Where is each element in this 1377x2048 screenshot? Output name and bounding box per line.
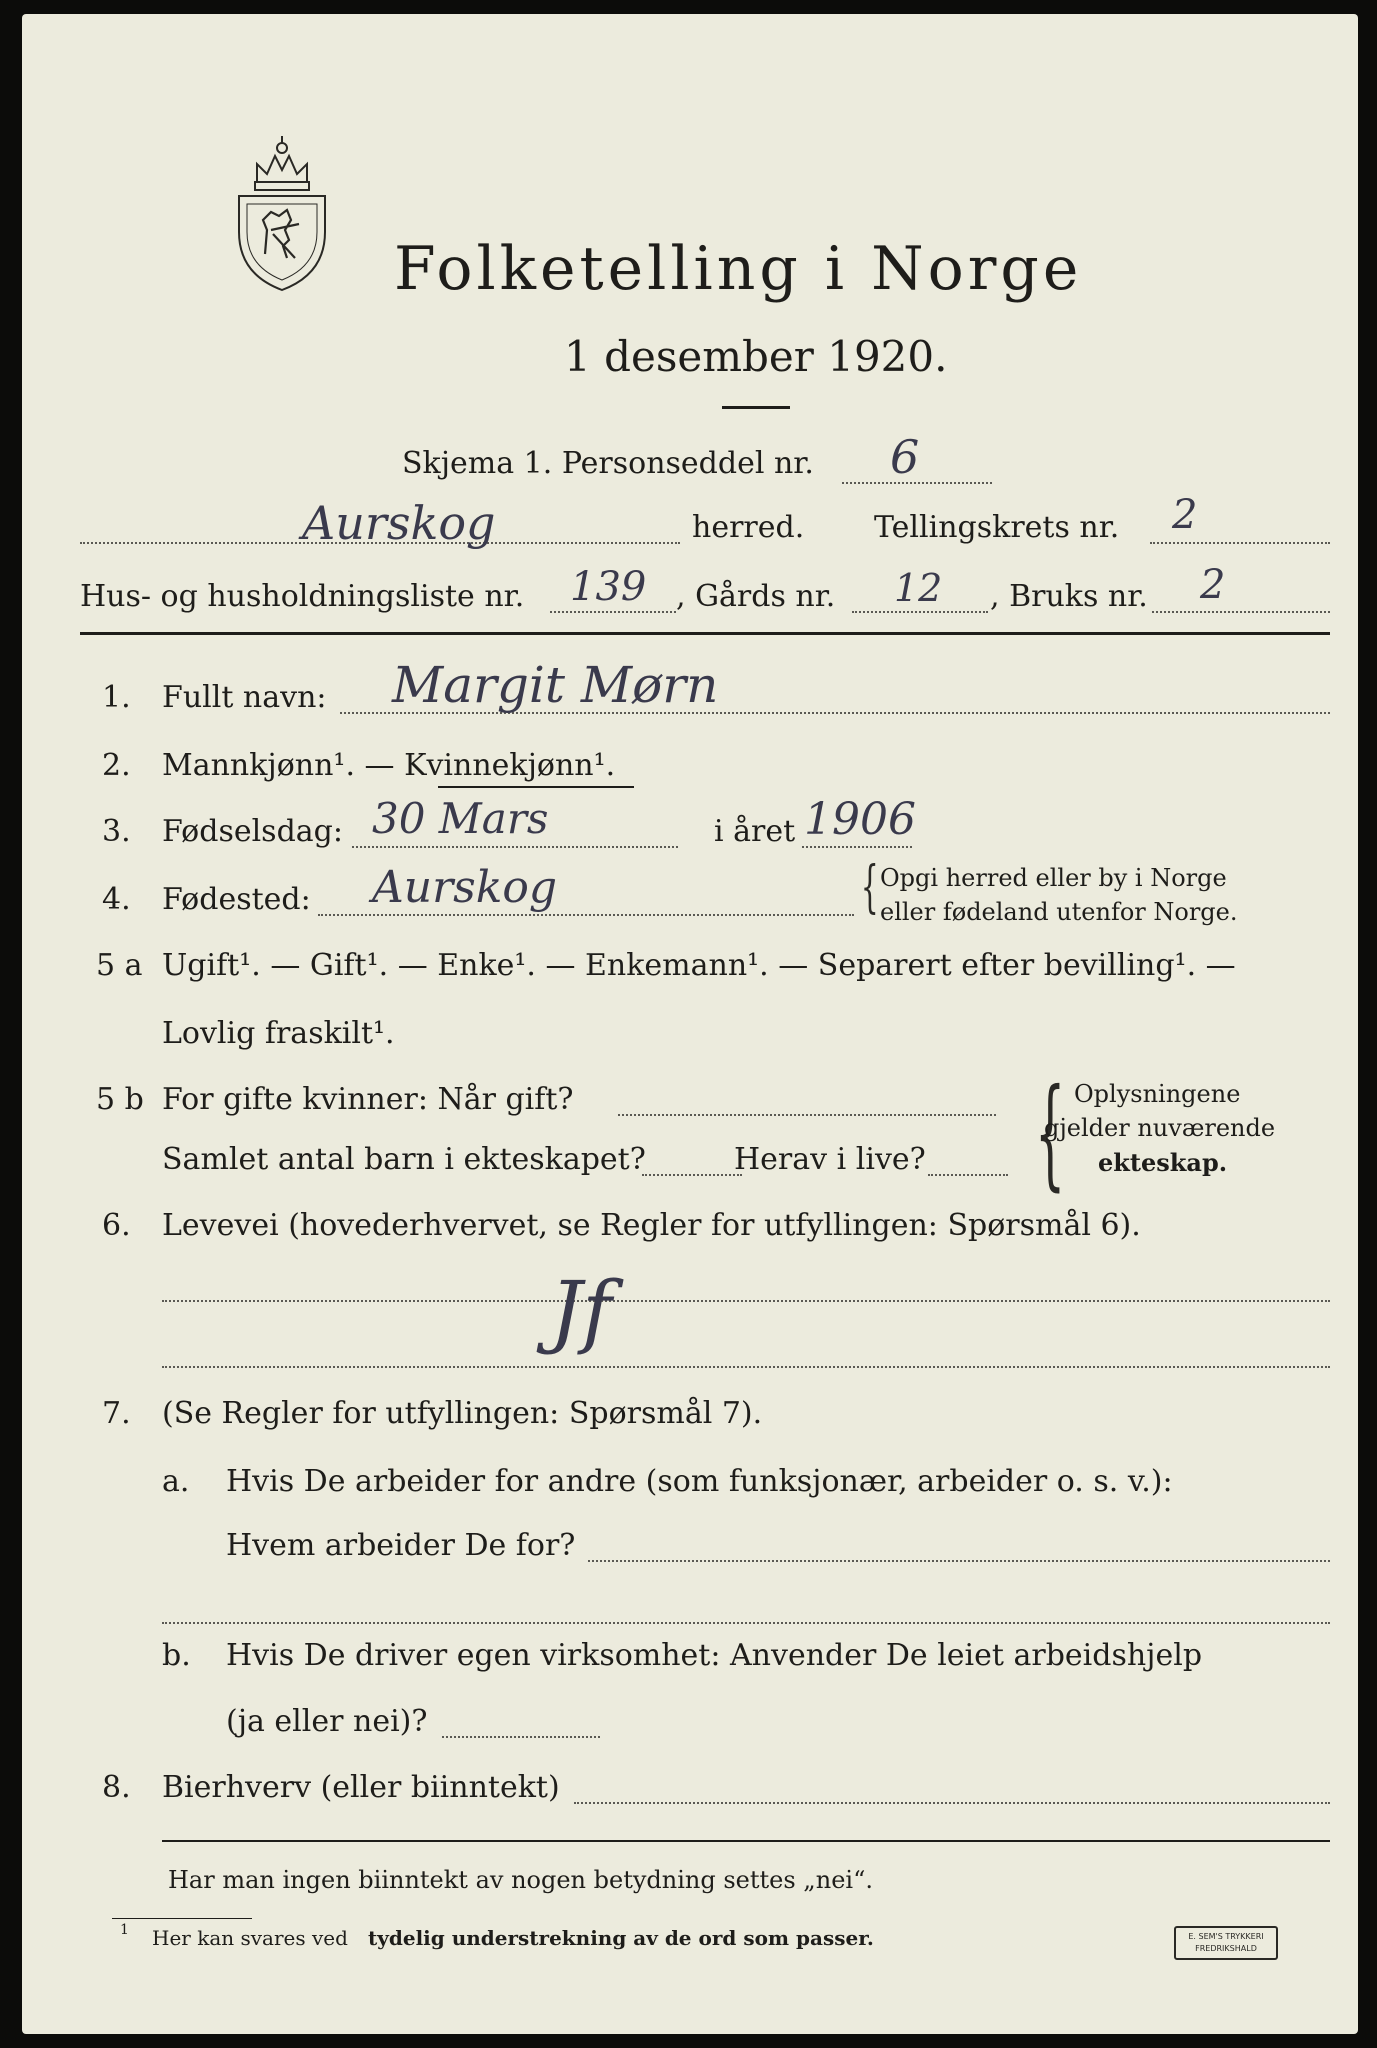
birth-year-field[interactable] [802,846,912,848]
q2-number: 2. [102,748,131,783]
q8-number: 8. [102,1770,131,1805]
header-rule [80,632,1330,635]
gards-label: , Gårds nr. [676,579,836,614]
q3-label: Fødselsdag: [162,814,343,849]
occupation-field-1[interactable] [162,1300,1330,1302]
skjema-label: Skjema 1. Personseddel nr. [402,446,814,481]
q5b-note-line1: Oplysningene [1074,1080,1241,1108]
gards-nr-field[interactable] [852,611,988,613]
bruks-nr-value: 2 [1200,562,1226,608]
q7b-label-line2: (ja eller nei)? [226,1704,428,1739]
children-total-field[interactable] [642,1174,742,1176]
q5b-note-line3: ekteskap. [1098,1148,1228,1177]
q7-label: (Se Regler for utfyllingen: Spørsmål 7). [162,1396,763,1431]
tellingskrets-nr-field[interactable] [1150,542,1330,544]
q5b-note-line2: gjelder nuværende [1044,1114,1276,1142]
q4-note-line2: eller fødeland utenfor Norge. [880,898,1238,926]
q7a-letter: a. [162,1464,190,1499]
tellingskrets-label: Tellingskrets nr. [874,510,1120,545]
herred-label: herred. [692,510,805,545]
footer-note: Har man ingen biinntekt av nogen betydning settes „nei“. [168,1866,873,1894]
q3-number: 3. [102,814,131,849]
q7b-label: Hvis De driver egen virksomhet: Anvender De leiet arbeidshjelp [226,1638,1203,1673]
footnote-rule [112,1918,252,1919]
form-title: Folketelling i Norge [394,234,1083,304]
side-income-field[interactable] [574,1802,1330,1804]
q7-number: 7. [102,1396,131,1431]
married-date-field[interactable] [618,1114,996,1116]
q5a-number: 5 a [96,948,143,983]
hus-nr-value: 139 [570,564,647,610]
q5b-alive-label: Herav i live? [734,1142,926,1177]
hus-nr-field[interactable] [550,611,676,613]
q7a-label: Hvis De arbeider for andre (som funksjonær, arbeider o. s. v.): [226,1464,1173,1499]
q5b-label: For gifte kvinner: Når gift? [162,1082,574,1117]
q5a-label: Ugift¹. — Gift¹. — Enke¹. — Enkemann¹. — Separert efter bevilling¹. — [162,948,1236,983]
census-date: 1 desember 1920. [564,332,948,381]
occupation-mark: Jf [550,1264,612,1357]
birthday-value: 30 Mars [372,794,549,843]
hus-label: Hus- og husholdningsliste nr. [80,579,525,614]
personseddel-nr-value: 6 [890,430,920,484]
kvinnekjonn-underline [438,786,634,788]
bruks-label: , Bruks nr. [990,579,1148,614]
q5b-children-label: Samlet antal barn i ekteskapet? [162,1142,646,1177]
footer-rule [162,1840,1330,1842]
q8-label: Bierhverv (eller biinntekt) [162,1770,560,1805]
q7a-label-line2: Hvem arbeider De for? [226,1528,576,1563]
printer-stamp [1174,1926,1278,1960]
birth-year-label: i året [714,814,796,849]
occupation-field-2[interactable] [162,1366,1330,1368]
birthplace-field[interactable] [318,914,854,916]
printer-name: E. SEM'S TRYKKERI [1188,1932,1264,1941]
title-divider [722,406,790,409]
q5b-note-brace: { [1034,1064,1066,1203]
q7b-letter: b. [162,1638,191,1673]
employer-field-1[interactable] [588,1560,1330,1562]
printer-city: FREDRIKSHALD [1195,1944,1257,1953]
q4-note-brace: { [860,855,879,920]
coat-of-arms-emblem [227,134,337,294]
full-name-value: Margit Mørn [392,656,719,714]
birthplace-value: Aurskog [372,862,558,913]
q2-label: Mannkjønn¹. — Kvinnekjønn¹. [162,748,616,783]
bruks-nr-field[interactable] [1152,611,1330,613]
gards-nr-value: 12 [894,566,943,610]
footnote-text: Her kan svares ved [152,1926,348,1950]
census-form [22,14,1358,2034]
hired-help-field[interactable] [442,1736,600,1738]
footnote-mark: 1 [120,1922,129,1938]
tellingskrets-nr-value: 2 [1172,492,1198,538]
q1-number: 1. [102,680,131,715]
children-alive-field[interactable] [928,1174,1008,1176]
q1-label: Fullt navn: [162,680,327,715]
q4-number: 4. [102,882,131,917]
q6-label: Levevei (hovederhvervet, se Regler for utfyllingen: Spørsmål 6). [162,1208,1141,1243]
employer-field-2[interactable] [162,1622,1330,1624]
birthday-field[interactable] [352,846,678,848]
q5b-number: 5 b [96,1082,144,1117]
q5a-label-line2: Lovlig fraskilt¹. [162,1016,395,1051]
q6-number: 6. [102,1208,131,1243]
q4-label: Fødested: [162,882,311,917]
footnote-emphasis: tydelig understrekning av de ord som passer. [368,1926,874,1950]
birth-year-value: 1906 [804,794,916,845]
q4-note-line1: Opgi herred eller by i Norge [880,864,1227,892]
herred-value: Aurskog [302,496,496,550]
